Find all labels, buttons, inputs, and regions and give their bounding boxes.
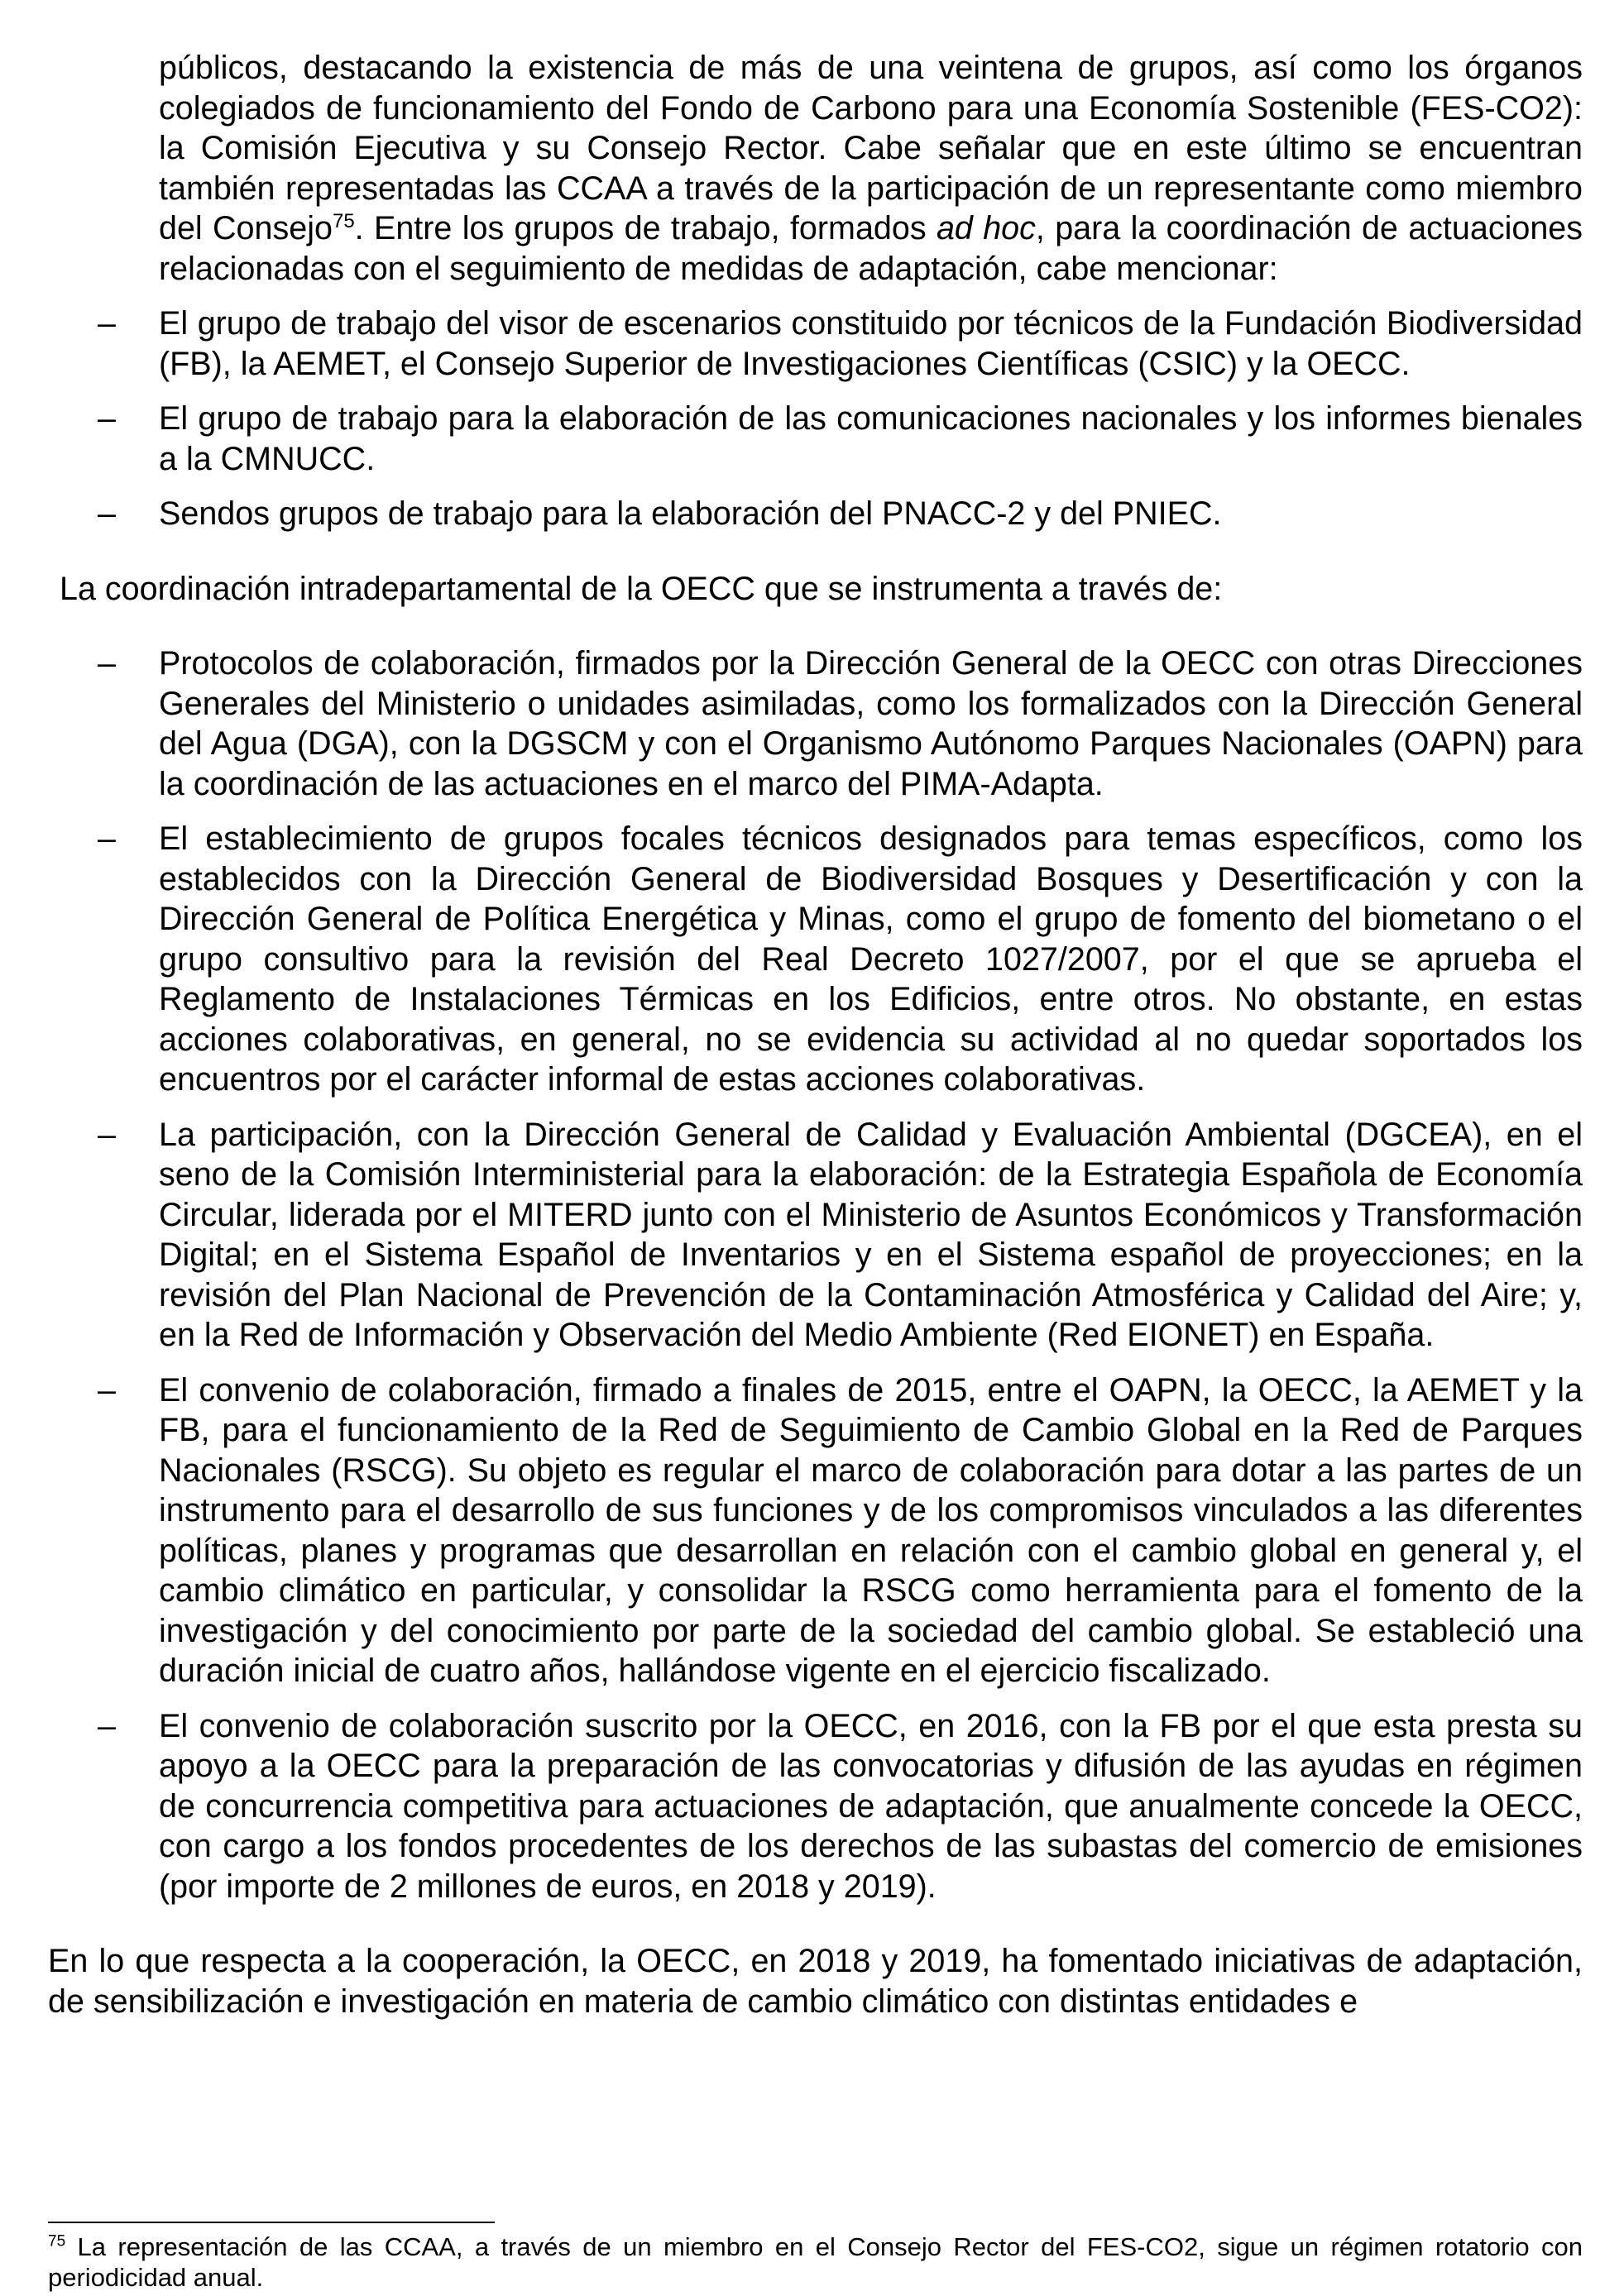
paragraph-text: . Entre los grupos de trabajo, formados bbox=[354, 210, 937, 246]
list-item bbox=[48, 643, 1583, 804]
dash-bullet: – bbox=[98, 1371, 116, 1409]
paragraph-text: , para la coordinación de actuaciones relacionadas con el seguimiento de medidas de adaptación, cabe mencionar: bbox=[159, 210, 1583, 287]
dash-bullet: – bbox=[98, 305, 116, 342]
dash-bullet: – bbox=[98, 1707, 116, 1744]
footnote-ref[interactable]: 75 bbox=[332, 209, 355, 232]
footnote-divider bbox=[48, 2222, 495, 2223]
list-item bbox=[48, 494, 1583, 534]
list-item-text: El convenio de colaboración suscrito por la OECC, en 2016, con la FB por el que esta presta su apoyo a la OECC para la preparación de las convocatorias y difusión de las ayudas en régimen de concurrencia competitiva para actuaciones de adaptación, que anualmente concede la OECC, con cargo a los fondos procedentes de los derechos de las subastas del comercio de emisiones (por importe de 2 millones de euros, en 2018 y 2019). bbox=[159, 1707, 1583, 1905]
list-item-text: Sendos grupos de trabajo para la elaboración del PNACC-2 y del PNIEC. bbox=[159, 495, 1222, 532]
paragraph-bottom: En lo que respecta a la cooperación, la OECC, en 2018 y 2019, ha fomentado iniciativas de adaptación, de sensibilización e investigación en materia de cambio climático con distintas entidades e bbox=[48, 1943, 1583, 2020]
list-item-text: El grupo de trabajo para la elaboración de las comunicaciones nacionales y los informes bienales a la CMNUCC. bbox=[159, 400, 1583, 477]
footnote bbox=[48, 2231, 1583, 2293]
list-item-text: La participación, con la Dirección General de Calidad y Evaluación Ambiental (DGCEA), en el seno de la Comisión Interministerial para la elaboración: de la Estrategia Española de Economía Circular, liderada por el MITERD junto con el Ministerio de Asuntos Económicos y Transformación Digital; en el Sistema Español de Inventarios y en el Sistema español de proyecciones; en la revisión del Plan Nacional de Prevención de la Contaminación Atmosférica y Calidad del Aire; y, en la Red de Información y Observación del Medio Ambiente (Red EIONET) en España. bbox=[159, 1116, 1583, 1353]
coordination-list bbox=[48, 643, 1583, 1906]
dash-bullet: – bbox=[98, 400, 116, 437]
list-item bbox=[48, 1706, 1583, 1907]
paragraph-top bbox=[159, 48, 1583, 289]
list-item-text: Protocolos de colaboración, firmados por la Dirección General de la OECC con otras Direcciones Generales del Ministerio o unidades asimiladas, como los formalizados con la Dirección General del Agua (DGA), con la DGSCM y con el Organismo Autónomo Parques Nacionales (OAPN) para la coordinación de las actuaciones en el marco del PIMA-Adapta. bbox=[159, 645, 1583, 802]
list-item bbox=[48, 399, 1583, 479]
footnote-text: La representación de las CCAA, a través de un miembro en el Consejo Rector del FES-CO2, sigue un régimen rotatorio con periodicidad anual. bbox=[48, 2232, 1583, 2292]
italic-text: ad hoc bbox=[936, 210, 1036, 246]
dash-bullet: – bbox=[98, 820, 116, 857]
list-item bbox=[48, 304, 1583, 384]
list-item-text: El grupo de trabajo del visor de escenarios constituido por técnicos de la Fundación Biodiversidad (FB), la AEMET, el Consejo Superior de Investigaciones Científicas (CSIC) y la OECC. bbox=[159, 305, 1583, 382]
list-item bbox=[48, 819, 1583, 1100]
working-groups-list bbox=[48, 304, 1583, 534]
list-item bbox=[48, 1370, 1583, 1691]
list-item-text: El convenio de colaboración, firmado a finales de 2015, entre el OAPN, la OECC, la AEMET y la FB, para el funcionamiento de la Red de Seguimiento de Cambio Global en la Red de Parques Nacionales (RSCG). Su objeto es regular el marco de colaboración para dotar a las partes de un instrumento para el desarrollo de sus funciones y de los compromisos vinculados a las diferentes políticas, planes y programas que desarrollan en relación con el cambio global en general y, el cambio climático en particular, y consolidar la RSCG como herramienta para el fomento de la investigación y del conocimiento por parte de la sociedad del cambio global. Se estableció una duración inicial de cuatro años, hallándose vigente en el ejercicio fiscalizado. bbox=[159, 1371, 1583, 1689]
intro-paragraph: La coordinación intradepartamental de la OECC que se instrumenta a través de: bbox=[60, 570, 1223, 607]
dash-bullet: – bbox=[98, 645, 116, 682]
dash-bullet: – bbox=[98, 1116, 116, 1153]
document-page bbox=[48, 48, 1583, 2021]
dash-bullet: – bbox=[98, 495, 116, 532]
footnote-number: 75 bbox=[48, 2232, 66, 2251]
paragraph-text: públicos, destacando la existencia de más de una veintena de grupos, así como los órganos colegiados de funcionamiento del Fondo de Carbono para una Economía Sostenible (FES-CO2): la Comisión Ejecutiva y su Consejo Rector. Cabe señalar que en este último se encuentran también representadas las CCAA a través de la participación de un representante como miembro del Consejo bbox=[159, 50, 1583, 246]
list-item bbox=[48, 1115, 1583, 1356]
list-item-text: El establecimiento de grupos focales técnicos designados para temas específicos, como los establecidos con la Dirección General de Biodiversidad Bosques y Desertificación y con la Dirección General de Política Energética y Minas, como el grupo de fomento del biometano o el grupo consultivo para la revisión del Real Decreto 1027/2007, por el que se aprueba el Reglamento de Instalaciones Térmicas en los Edificios, entre otros. No obstante, en estas acciones colaborativas, en general, no se evidencia su actividad al no quedar soportados los encuentros por el carácter informal de estas acciones colaborativas. bbox=[159, 820, 1583, 1098]
